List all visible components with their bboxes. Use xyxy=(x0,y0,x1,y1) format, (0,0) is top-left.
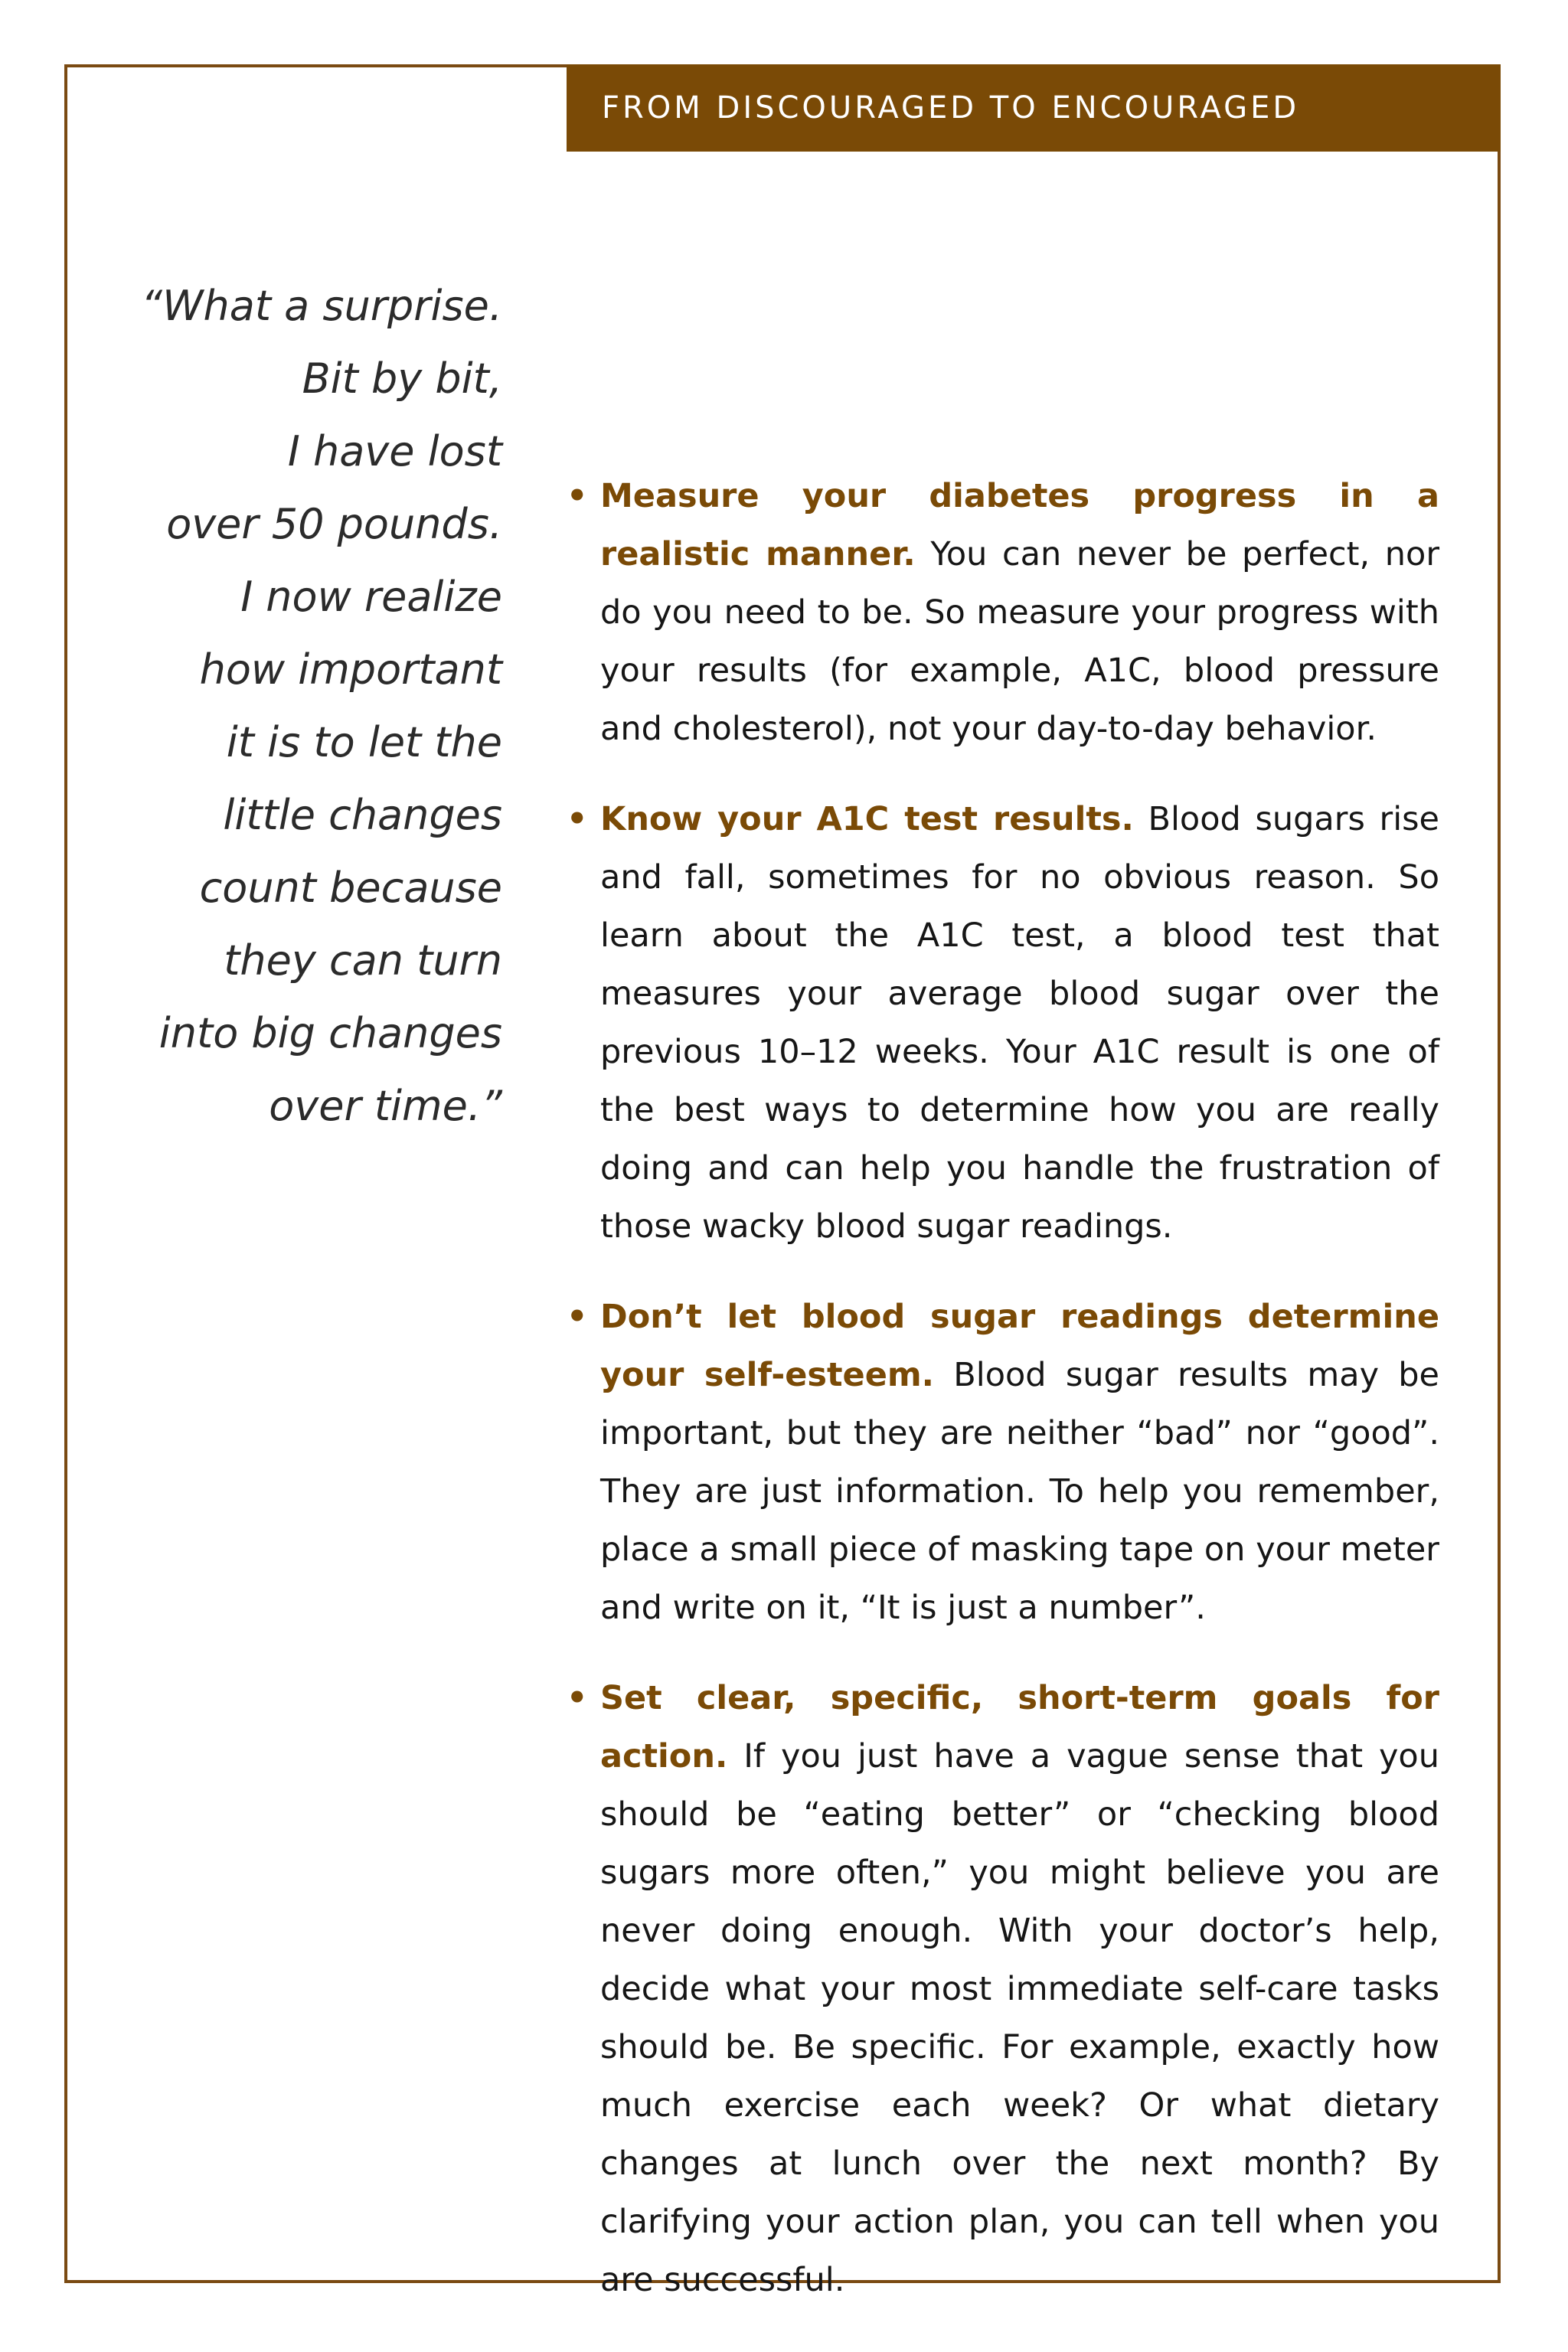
pull-quote-line: they can turn xyxy=(224,936,502,985)
tip-body: Blood sugar results may be important, but they are neither “bad” nor “good”. They are just information. To help you remember, place a small piece of masking tape on your meter and write on it, “It is just a number”. xyxy=(600,1356,1440,1627)
pull-quote-line: over 50 pounds. xyxy=(166,500,502,548)
tips-list xyxy=(567,467,1439,2341)
bullet-icon: • xyxy=(567,1679,588,1717)
pull-quote xyxy=(115,270,502,1142)
section-title: FROM DISCOURAGED TO ENCOURAGED xyxy=(602,90,1300,126)
tip-body: You can never be perfect, nor do you need to be. So measure your progress with your results (for example, A1C, blood pressure and cholesterol), not your day-to-day behavior. xyxy=(600,535,1440,748)
pull-quote-line: it is to let the xyxy=(226,718,502,766)
pull-quote-line: count because xyxy=(199,864,502,912)
pull-quote-line: over time.” xyxy=(269,1082,502,1130)
pull-quote-line: I now realize xyxy=(240,573,502,621)
bullet-icon: • xyxy=(567,477,588,515)
pull-quote-line: “What a surprise. xyxy=(141,282,502,330)
tip-item xyxy=(567,1288,1439,1637)
tip-heading: Don’t let blood sugar readings determine your self-esteem. xyxy=(600,1298,1439,1394)
tip-item xyxy=(567,790,1439,1256)
pull-quote-line: into big changes xyxy=(158,1009,502,1057)
tip-heading: Know your A1C test results. xyxy=(600,800,1134,838)
pull-quote-line: Bit by bit, xyxy=(302,354,502,403)
tip-body: If you just have a vague sense that you should be “eating better” or “checking blood sugars more often,” you might believe you are never doing enough. With your doctor’s help, decide what your most immediate self-care tasks should be. Be specific. For example, exactly how much exercise each week? Or what dietary changes at lunch over the next month? By clarifying your action plan, you can tell when you are successful. xyxy=(600,1737,1439,2299)
tip-item xyxy=(567,467,1439,758)
tip-heading: Set clear, specific, short-term goals for action. xyxy=(600,1679,1439,1775)
tip-body: Blood sugars rise and fall, sometimes for no obvious reason. So learn about the A1C test, a blood test that measures your average blood sugar over the previous 10–12 weeks. Your A1C result is one of the best ways to determine how you are really doing and can help you handle the frustration of those wacky blood sugar readings. xyxy=(600,800,1439,1246)
tip-heading: Measure your diabetes progress in a realistic manner. xyxy=(600,477,1439,573)
bullet-icon: • xyxy=(567,1298,588,1336)
tip-item xyxy=(567,1669,1439,2309)
pull-quote-line: I have lost xyxy=(287,427,502,475)
pull-quote-line: how important xyxy=(199,645,502,694)
bullet-icon: • xyxy=(567,800,588,838)
section-header-bar xyxy=(567,64,1501,152)
pull-quote-line: little changes xyxy=(223,791,502,839)
